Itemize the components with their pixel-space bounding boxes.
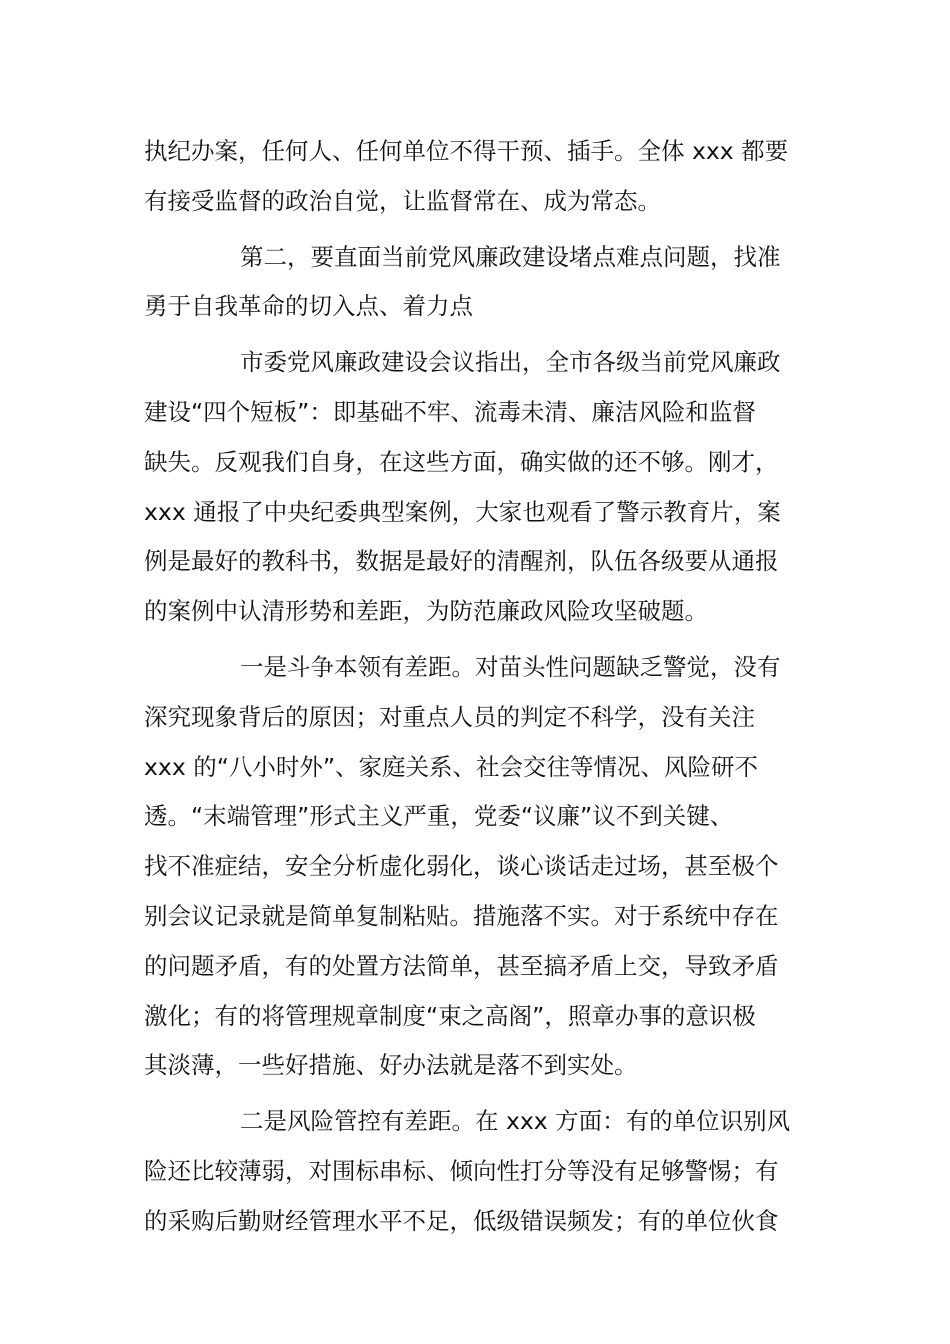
paragraph-meeting-notes xyxy=(144,338,794,637)
text-line: 找不准症结，安全分析虚化弱化，谈心谈话走过场，甚至极个 xyxy=(144,852,779,881)
text-line: 建设“四个短板”：即基础不牢、流毒未清、廉洁风险和监督 xyxy=(144,397,756,426)
text-line: 例是最好的教科书，数据是最好的清醒剂，队伍各级要从通报 xyxy=(144,547,779,576)
text-line: 的问题矛盾，有的处置方法简单，甚至搞矛盾上交，导致矛盾 xyxy=(144,951,779,980)
text-line: 的采购后勤财经管理水平不足，低级错误频发；有的单位伙食 xyxy=(144,1206,779,1235)
document-body xyxy=(144,127,794,1253)
text-line: 执纪办案，任何人、任何单位不得干预、插手。全体 xxx 都要 xyxy=(144,137,789,165)
text-line: 缺失。反观我们自身，在这些方面，确实做的还不够。刚才， xyxy=(144,447,779,476)
text-line: 激化；有的将管理规章制度“束之高阁”，照章办事的意识极 xyxy=(144,1001,756,1030)
text-line: 市委党风廉政建设会议指出，全市各级当前党风廉政 xyxy=(240,348,781,377)
text-line: xxx 通报了中央纪委典型案例，大家也观看了警示教育片，案 xyxy=(144,497,781,526)
text-line: 第二，要直面当前党风廉政建设堵点难点问题，找准 xyxy=(240,242,781,271)
text-line: 别会议记录就是简单复制粘贴。措施落不实。对于系统中存在 xyxy=(144,901,779,930)
text-line: 一是斗争本领有差距。对苗头性问题缺乏警觉，没有 xyxy=(240,652,781,681)
text-line: 透。“末端管理”形式主义严重，党委“议廉”议不到关键、 xyxy=(144,802,734,831)
text-line: 险还比较薄弱，对围标串标、倾向性打分等没有足够警惕；有 xyxy=(144,1156,779,1185)
paragraph-continuation xyxy=(144,127,794,227)
paragraph-point-one xyxy=(144,643,794,1091)
paragraph-point-two xyxy=(144,1097,794,1246)
text-line: xxx 的“八小时外”、家庭关系、社会交往等情况、风险研不 xyxy=(144,752,759,781)
text-line: 的案例中认清形势和差距，为防范廉政风险攻坚破题。 xyxy=(144,597,708,626)
section-heading-second xyxy=(144,233,794,333)
text-line: 勇于自我革命的切入点、着力点 xyxy=(144,292,473,321)
text-line: 深究现象背后的原因；对重点人员的判定不科学，没有关注 xyxy=(144,702,755,731)
text-line: 二是风险管控有差距。在 xxx 方面：有的单位识别风 xyxy=(240,1107,791,1136)
text-line: 有接受监督的政治自觉，让监督常在、成为常态。 xyxy=(144,186,661,215)
text-line: 其淡薄，一些好措施、好办法就是落不到实处。 xyxy=(144,1051,638,1080)
